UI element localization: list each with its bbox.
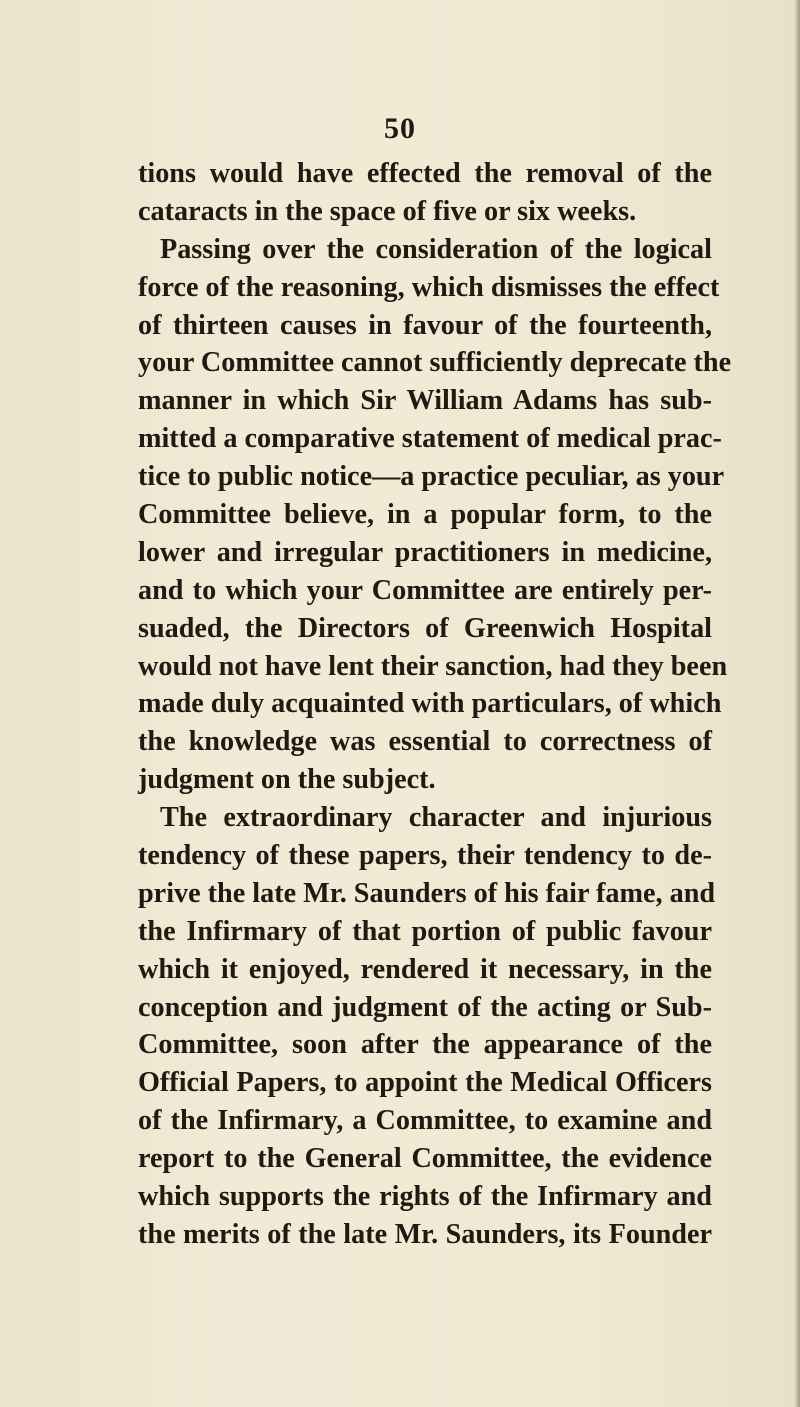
page-edge-shadow (794, 0, 800, 1407)
text-line: made duly acquainted with particulars, of which (138, 688, 722, 720)
text-line: Committee believe, in a popular form, to the (138, 499, 712, 531)
text-line: of the Infirmary, a Committee, to examine and (138, 1105, 712, 1137)
text-line: the knowledge was essential to correctness of (138, 726, 712, 758)
page-number: 50 (384, 112, 416, 145)
text-line: report to the General Committee, the evidence (138, 1143, 712, 1175)
text-line: tendency of these papers, their tendency to de- (138, 840, 712, 872)
text-line: manner in which Sir William Adams has sub- (138, 385, 712, 417)
text-line: and to which your Committee are entirely per- (138, 574, 712, 606)
text-line: conception and judgment of the acting or Sub- (138, 991, 712, 1023)
text-line: of thirteen causes in favour of the fourteenth, (138, 309, 712, 341)
text-line: tice to public notice—a practice peculiar, as your (138, 461, 725, 493)
text-line: Passing over the consideration of the logical (160, 233, 712, 265)
text-line: cataracts in the space of five or six weeks. (138, 195, 637, 227)
text-line: The extraordinary character and injurious (160, 802, 712, 834)
text-line: the merits of the late Mr. Saunders, its Founder (138, 1218, 712, 1250)
text-line: lower and irregular practitioners in medicine, (138, 536, 712, 568)
text-line: the Infirmary of that portion of public favour (138, 915, 712, 947)
text-line: mitted a comparative statement of medical prac- (138, 423, 722, 455)
text-line: would not have lent their sanction, had they been (138, 650, 728, 682)
text-line: force of the reasoning, which dismisses the effect (138, 271, 720, 303)
text-line: Committee, soon after the appearance of the (138, 1029, 712, 1061)
text-line: which supports the rights of the Infirmary and (138, 1181, 712, 1213)
text-line: tions would have effected the removal of the (138, 158, 712, 189)
text-line: Official Papers, to appoint the Medical Officers (138, 1067, 712, 1099)
text-line: suaded, the Directors of Greenwich Hospital (138, 612, 712, 644)
text-line: your Committee cannot sufficiently deprecate the (138, 347, 732, 379)
text-line: which it enjoyed, rendered it necessary, in the (138, 953, 712, 985)
text-line: prive the late Mr. Saunders of his fair fame, and (138, 877, 716, 909)
body-text (138, 155, 732, 1254)
text-line: judgment on the subject. (138, 764, 436, 796)
